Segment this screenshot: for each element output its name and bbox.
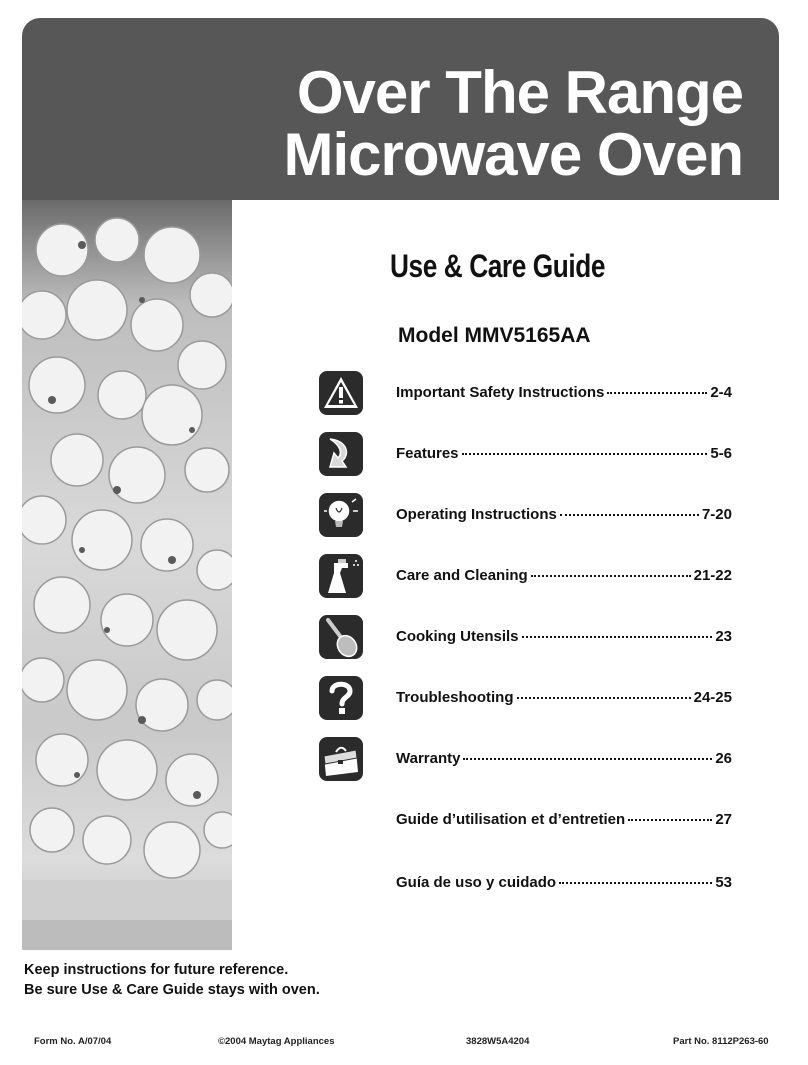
- toc-item[interactable]: [318, 370, 738, 420]
- toc-page: 7-20: [701, 506, 732, 523]
- toc-label: Guía de uso y cuidado: [396, 874, 557, 891]
- keep-instructions-note: [24, 960, 320, 1000]
- curved-arrow-icon: [318, 431, 364, 477]
- toc-page: 27: [715, 811, 732, 828]
- footer-code: 3828W5A4204: [466, 1036, 530, 1047]
- warning-triangle-icon: [318, 370, 364, 416]
- toc-page: 21-22: [693, 567, 732, 584]
- title-banner: [22, 18, 779, 200]
- toc-label: Important Safety Instructions: [396, 384, 605, 401]
- toc-item[interactable]: [318, 431, 738, 481]
- title-line-2: Microwave Oven: [283, 121, 743, 188]
- keep-line-2: Be sure Use & Care Guide stays with oven.: [24, 982, 320, 998]
- toc-label: Cooking Utensils: [396, 628, 519, 645]
- toc-page: 5-6: [710, 445, 732, 462]
- toc-label: Troubleshooting: [396, 689, 514, 706]
- keep-line-1: Keep instructions for future reference.: [24, 962, 289, 978]
- footer-copyright: ©2004 Maytag Appliances: [218, 1036, 335, 1047]
- toc-page: 53: [715, 874, 732, 891]
- toc-page: 26: [715, 750, 732, 767]
- footer-form-number: Form No. A/07/04: [34, 1036, 112, 1047]
- model-number: Model MMV5165AA: [398, 324, 591, 347]
- question-mark-icon: [318, 675, 364, 721]
- title-line-1: Over The Range: [296, 59, 743, 126]
- toc-item[interactable]: [318, 614, 738, 664]
- toc-label: Operating Instructions: [396, 506, 557, 523]
- toc-page: 24-25: [693, 689, 732, 706]
- spoon-icon: [318, 614, 364, 660]
- popcorn-photo: [22, 200, 232, 950]
- guide-subtitle: Use & Care Guide: [390, 248, 606, 284]
- toc-label: Warranty: [396, 750, 461, 767]
- footer-part-number: Part No. 8112P263-60: [673, 1036, 769, 1047]
- toc-item[interactable]: [318, 553, 738, 603]
- toc-item[interactable]: [318, 797, 738, 847]
- toc-item[interactable]: [318, 736, 738, 786]
- toc-item[interactable]: [318, 675, 738, 725]
- toc-page: 2-4: [710, 384, 732, 401]
- toc-label: Guide d’utilisation et d’entretien: [396, 811, 626, 828]
- toc-label: Features: [396, 445, 459, 462]
- toc-page: 23: [715, 628, 732, 645]
- light-bulb-icon: [318, 492, 364, 538]
- toolbox-icon: [318, 736, 364, 782]
- toc-item[interactable]: [318, 492, 738, 542]
- cover-title: [283, 59, 743, 188]
- toc-label: Care and Cleaning: [396, 567, 528, 584]
- toc-item[interactable]: [318, 860, 738, 910]
- spray-bottle-icon: [318, 553, 364, 599]
